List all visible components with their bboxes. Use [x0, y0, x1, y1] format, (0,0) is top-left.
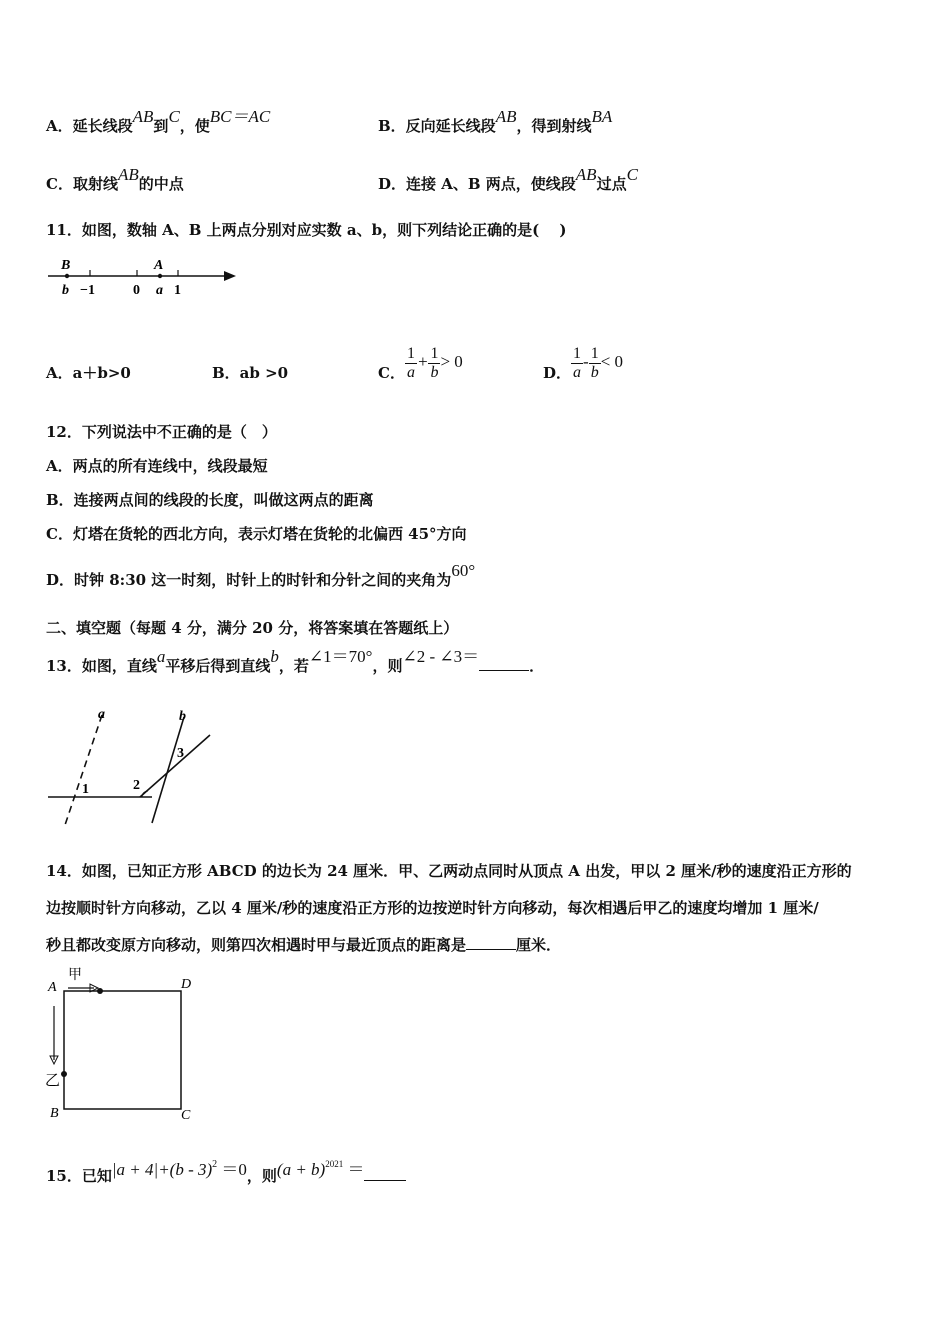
- q10-a-comma: ，使: [179, 117, 210, 135]
- q15-math-exp2021: 2021: [325, 1159, 344, 1169]
- q11-c-frac-1b: [428, 345, 440, 382]
- q15-math-exp2: 2: [212, 1159, 218, 1170]
- fig-label-b: b: [179, 709, 186, 724]
- frac-den: a: [573, 363, 582, 381]
- q10-b-math-ba: BA: [591, 107, 613, 126]
- q12-option-c: C．灯塔在货轮的西北方向，表示灯塔在货轮的北偏西 45°方向: [46, 525, 467, 543]
- q11-option-d: [543, 340, 623, 384]
- section-fill-in-title: 二、填空题（每题 4 分，满分 20 分，将答案填在答题纸上）: [46, 619, 459, 637]
- q13-math-a: a: [156, 647, 166, 666]
- q10-d-math-c: C: [626, 165, 638, 184]
- label-D: D: [181, 977, 192, 992]
- q15-answer-blank[interactable]: [364, 1166, 406, 1181]
- q13-math-expr: ∠2 - ∠3＝: [402, 647, 480, 666]
- q14-line3: [46, 935, 561, 955]
- frac-den: b: [430, 363, 439, 381]
- q13-math-b: b: [270, 647, 279, 666]
- q10-a-label: A．延长线段: [46, 117, 133, 135]
- frac-num: 1: [573, 344, 582, 362]
- point-b: [65, 274, 69, 278]
- q14-line3a: 秒且都改变原方向移动，则第四次相遇时甲与最近顶点的距离是: [46, 936, 467, 954]
- q10-a-math-c: C: [168, 107, 180, 126]
- q12-stem: 12．下列说法中不正确的是（ ）: [46, 423, 277, 441]
- q11-number-line-figure: [40, 255, 250, 303]
- fig-label-a: a: [98, 707, 105, 722]
- q15-math-expr1: |a + 4|+(b - 3): [111, 1160, 213, 1179]
- fig-label-3: 3: [177, 746, 184, 761]
- q11-c-gt0: > 0: [440, 352, 463, 371]
- q11-c-label: C．: [378, 364, 405, 382]
- label-neg1: −1: [80, 283, 95, 298]
- label-jia: 甲: [68, 968, 82, 983]
- point-jia: [97, 988, 103, 994]
- frac-num: 1: [430, 344, 439, 362]
- q13-stem: [46, 647, 545, 676]
- q11-option-a: A．a＋b>0: [46, 364, 131, 382]
- number-line-arrow-icon: [224, 271, 236, 281]
- frac-den: b: [590, 363, 599, 381]
- q13-answer-blank[interactable]: [479, 656, 529, 671]
- q11-d-label: D．: [543, 364, 572, 382]
- q14-square-figure: [44, 964, 204, 1124]
- q14-line2: 边按顺时针方向移动，乙以 4 厘米/秒的速度沿正方形的边按逆时针方向移动，每次相遇后甲乙的速度均增加 1 厘米/: [46, 899, 819, 917]
- q10-option-d: [378, 165, 638, 194]
- q10-b-mid: ，得到射线: [516, 117, 592, 135]
- q15-stem: [46, 1159, 406, 1189]
- q13-p3: ，若: [278, 657, 309, 675]
- fig-label-1: 1: [82, 782, 89, 797]
- q14-line1: 14．如图，已知正方形 ABCD 的边长为 24 厘米．甲、乙两动点同时从顶点 A 出发，甲以 2 厘米/秒的速度沿正方形的: [46, 862, 852, 880]
- label-one: 1: [174, 283, 181, 298]
- q10-d-math-ab: AB: [575, 165, 597, 184]
- q14-answer-blank[interactable]: [466, 935, 516, 950]
- q10-a-math-eq: BC＝AC: [209, 107, 271, 126]
- point-yi: [61, 1071, 67, 1077]
- q12-option-b: B．连接两点间的线段的长度，叫做这两点的距离: [46, 491, 374, 509]
- label-A: A: [48, 980, 57, 995]
- q13-p4: ，则: [372, 657, 403, 675]
- q10-a-to: 到: [153, 117, 169, 135]
- label-B: B: [61, 258, 71, 273]
- q11-stem: 11．如图，数轴 A、B 上两点分别对应实数 a、b，则下列结论正确的是( ): [46, 221, 567, 239]
- q13-parallel-lines-figure: [44, 705, 224, 830]
- q10-c-math-ab: AB: [117, 165, 139, 184]
- q13-math-angle1: ∠1＝70°: [308, 647, 373, 666]
- q13-p2: 平移后得到直线: [165, 657, 271, 675]
- q12-d-math: 60°: [451, 561, 476, 580]
- q10-option-b: [378, 107, 613, 136]
- q10-d-mid: 过点: [596, 175, 627, 193]
- frac-num: 1: [406, 344, 415, 362]
- q10-b-math-ab: AB: [495, 107, 517, 126]
- point-a: [158, 274, 162, 278]
- q15-math-expr2: (a + b): [276, 1160, 326, 1179]
- q12-option-d: [46, 561, 476, 590]
- q11-c-frac-1a: [405, 345, 417, 382]
- q12-option-a: A．两点的所有连线中，线段最短: [46, 457, 268, 475]
- q10-option-c: [46, 165, 184, 194]
- q11-d-lt0: < 0: [600, 352, 624, 371]
- q13-p1: 13．如图，直线: [46, 657, 157, 675]
- label-b: b: [62, 283, 69, 298]
- q11-d-frac-1b: [589, 345, 601, 382]
- line-a-dashed: [65, 715, 102, 825]
- q11-option-b: B．ab >0: [212, 364, 289, 382]
- q10-c-end: 的中点: [138, 175, 184, 193]
- frac-den: a: [406, 363, 415, 381]
- q10-option-a: [46, 107, 271, 136]
- q10-c-label: C．取射线: [46, 175, 118, 193]
- fig-label-2: 2: [133, 778, 140, 793]
- q15-p2: ，则: [246, 1167, 277, 1185]
- q15-math-eq0: ＝0: [217, 1160, 247, 1179]
- q11-d-frac-1a: [571, 345, 583, 382]
- q14-line3b: 厘米．: [516, 936, 562, 954]
- angle-2-arc: [142, 791, 148, 797]
- label-a: a: [156, 283, 163, 298]
- q12-d-text: D．时钟 8:30 这一时刻，时针上的时针和分针之间的夹角为: [46, 571, 452, 589]
- q10-a-math-ab: AB: [132, 107, 154, 126]
- label-C: C: [181, 1108, 191, 1123]
- q10-d-label: D．连接 A、B 两点，使线段: [378, 175, 576, 193]
- q11-d-minus: -: [583, 352, 589, 371]
- square-abcd: [64, 991, 181, 1109]
- label-A: A: [154, 258, 164, 273]
- frac-num: 1: [590, 344, 599, 362]
- q11-option-c: [378, 340, 463, 384]
- label-B: B: [50, 1106, 59, 1121]
- q10-b-label: B．反向延长线段: [378, 117, 496, 135]
- q15-math-eq: ＝: [343, 1160, 365, 1179]
- label-yi: 乙: [45, 1073, 61, 1089]
- label-zero: 0: [133, 283, 140, 298]
- q15-p1: 15．已知: [46, 1167, 112, 1185]
- q13-p5: ．: [529, 657, 545, 675]
- line-b: [152, 717, 184, 823]
- q11-c-plus: +: [416, 352, 429, 371]
